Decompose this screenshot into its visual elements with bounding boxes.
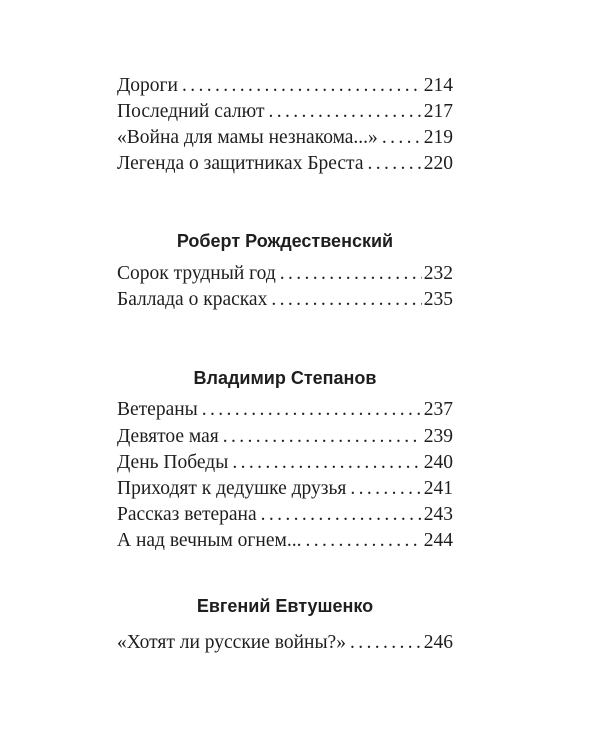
entry-title: А над вечным огнем...: [117, 530, 302, 551]
entry-page: 220: [423, 153, 453, 174]
dot-leader: [271, 287, 421, 313]
entry-title: Девятое мая: [117, 426, 219, 447]
entry-title: Дороги: [117, 75, 178, 96]
toc-entry[interactable]: [117, 151, 453, 177]
dot-leader: [232, 450, 421, 476]
toc-entry[interactable]: [117, 630, 453, 656]
toc-entry[interactable]: [117, 397, 453, 423]
toc-entry[interactable]: [117, 99, 453, 125]
dot-leader: [350, 630, 422, 656]
entry-page: 239: [423, 426, 453, 447]
entry-page: 232: [423, 263, 453, 284]
entry-title: Рассказ ветерана: [117, 504, 257, 525]
entry-page: 235: [423, 289, 453, 310]
entry-title: Сорок трудный год: [117, 263, 276, 284]
entry-page: 214: [423, 75, 453, 96]
toc-entry[interactable]: [117, 450, 453, 476]
entry-page: 217: [423, 101, 453, 122]
entry-page: 246: [423, 632, 453, 653]
entry-page: 243: [423, 504, 453, 525]
entry-page: 219: [423, 127, 453, 148]
dot-leader: [367, 151, 421, 177]
toc-entry[interactable]: [117, 287, 453, 313]
toc-entry[interactable]: [117, 502, 453, 528]
author-heading: Роберт Рождественский: [176, 231, 394, 251]
entry-title: «Хотят ли русские войны?»: [117, 632, 346, 653]
entry-title: «Война для мамы незнакома...»: [117, 127, 378, 148]
dot-leader: [280, 261, 422, 287]
toc-entry[interactable]: [117, 528, 453, 554]
entry-title: Легенда о защитниках Бреста: [117, 153, 364, 174]
entry-page: 244: [423, 530, 453, 551]
dot-leader: [305, 528, 421, 554]
toc-entry[interactable]: [117, 125, 453, 151]
entry-title: Последний салют: [117, 101, 265, 122]
entry-title: Баллада о красках: [117, 289, 268, 310]
entry-page: 240: [423, 452, 453, 473]
dot-leader: [223, 424, 422, 450]
dot-leader: [261, 502, 422, 528]
dot-leader: [382, 125, 422, 151]
entry-title: Приходят к дедушке друзья: [117, 478, 347, 499]
dot-leader: [202, 397, 422, 423]
entry-page: 241: [423, 478, 453, 499]
dot-leader: [350, 476, 421, 502]
dot-leader: [182, 73, 422, 99]
toc-entry[interactable]: [117, 476, 453, 502]
entry-page: 237: [423, 399, 453, 420]
author-heading: Евгений Евтушенко: [196, 596, 374, 616]
dot-leader: [269, 99, 422, 125]
toc-entry[interactable]: [117, 424, 453, 450]
entry-title: Ветераны: [117, 399, 198, 420]
entry-title: День Победы: [117, 452, 229, 473]
toc-entry[interactable]: [117, 261, 453, 287]
author-heading: Владимир Степанов: [193, 368, 377, 388]
toc-entry[interactable]: [117, 73, 453, 99]
